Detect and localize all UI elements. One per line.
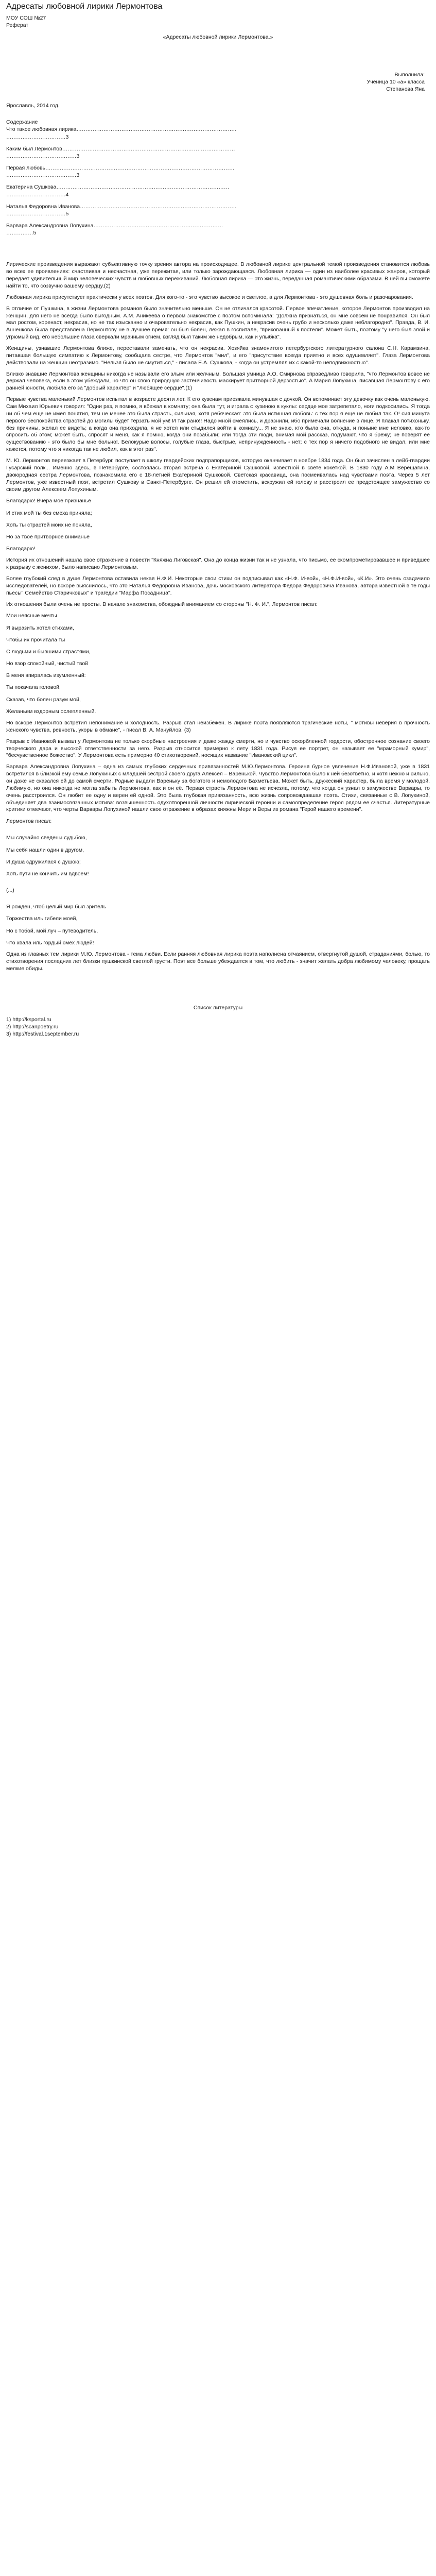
toc-item-page: ……………………………4 xyxy=(6,191,69,198)
paragraph: Первые чувства маленький Лермонтов испытал в возрасте десяти лет. К его кузенам приезжала минувшая с дочкой. Он вспоминает эту девочку как очень маленькую. Сам Михаил Юрьевич говорил: "Одни раз, я помню, я вбежал в комнату; она была тут, и играла с кузиною в куклы: сердце мое затрепетало, ноги подкосились. Я тогда ни об чем еще не имел понятия, тем не менее это была страсть, сильная, хотя ребяческая: это была истинная любовь: с тех пор я еще не любил так. О! сия минута первого беспокойства страстей до могилы будет терзать мой ум! И так рано!! Надо мной смеялись, и дразнили, ибо примечали волнение в лице. Я плакал потихоньку, без причины, желал ее видеть; а когда она приходила, я не хотел или стыдился войти в комнату... Я не знаю, кто была она, откуда, и поныне мне неловко, как-то спросить об этом; может быть, спросят и меня, как я помню, когда они позабыли; или тогда эти люди, внимая мой рассказ, подумают, что я брежу; не поверят ее существованию - это было бы мне больно!. Белокурые волосы, голубые глаза, быстрые, непринужденность - нет; с тех пор я ничего подобного не видал, или мне кажется, потому что я никогда так не любил, как в этот раз". xyxy=(6,396,430,453)
references-heading: Список литературы xyxy=(193,1004,243,1011)
paragraph: В отличие от Пушкина, в жизни Лермонтова романов было значительно меньше. Он не отличался красотой. Первое впечатление, которое Лермонтов производил на женщин, для него не всегда было выгодным. А.М. Аникеева о первом знакомстве с поэтом вспоминала: "Должна признаться, он мне совсем не понравился. Он был мал ростом, коренаст, некрасив, но не так изысканно и очаровательно некрасив, как Пушкин, а некрасив очень грубо и несколько даже неблагородно". Правда, В. И. Анненкова была представлена Лермонтову не в лучшее время: он был болен, лежал в госпитале, "прикованный к постели". Может быть, поэтому "у него был злой и угрюмый вид, его небольшие глаза сверкали мрачным огнем, взгляд был таким же недобрым, как и улыбка". xyxy=(6,305,430,341)
school-name: МОУ СОШ №27 xyxy=(6,15,46,21)
toc-item-page: ……………………………5 xyxy=(6,210,69,217)
poem-line: И душа сдружилася с душою; xyxy=(6,858,81,865)
paragraph: Их отношения были очень не просты. В начале знакомства, обоюдный вниманием со стороны "Н. Ф. И.", Лермонтов писал: xyxy=(6,601,318,607)
toc-item-page: ……………5 xyxy=(6,230,37,236)
ellipsis: (...) xyxy=(6,887,14,894)
toc-heading: Содержание xyxy=(6,119,38,126)
poem-block xyxy=(6,903,430,946)
poem-block xyxy=(6,834,430,877)
paragraph: Варвара Александровна Лопухина – одна из самых глубоких сердечных привязанностей М.Ю.Лермонтова. Героиня бурное увлечение Н.Ф.Ивановой, уже в 1831 встретился в близкой ему семье Лопухиных с младшей сестрой своего друга Алексея – Варенькой. Чувство Лермонтова было к ней безответно, и хотя нежно и сильно, он даже не сказался ей до самой смерти. Родные выдали Вареньку за богатого и немолодого Бахметьева. Может быть, дружеский характер, была время у молодой. Любимую, но она никогда не могла забыть Лермонтова, как и он её. Первая страсть Лермонтова не исчезла, потому, что когда он узнал о замужестве Варвары, то очень расстроился. Он любит ее одну и верен ей одной. Это была глубокая привязанность, всю жизнь сопровождавшая поэта. Стихи, связанные с В. Лопухиной, объединяет два взаимосвязанных мотива: возвышенность одухотворенной личности лирической героини и самоопределение героя рядом ее счастья. Литературные критики отмечают, что черты Варвары Лопухиной нашли свое отражение в образах княжны Мери и Веры из романа "Герой нашего времени". xyxy=(6,764,430,813)
subtitle: «Адресаты любовной лирики Лермонтова.» xyxy=(163,34,273,41)
poem-line: И стих мой ты без смеха приняла; xyxy=(6,510,92,516)
paragraph: Любовная лирика присутствует практически у всех поэтов. Для кого-то - это чувство высокое и светлое, а для Лермонтова - это душевная боль и разочарования. xyxy=(6,294,413,300)
references xyxy=(6,1005,430,1038)
poem-line: Я рожден, чтоб целый мир был зритель xyxy=(6,904,107,910)
reference-link[interactable]: 3) http://festival.1september.ru xyxy=(6,1030,79,1037)
article-body xyxy=(6,261,430,972)
reference-link[interactable]: 2) http://scanpoetry.ru xyxy=(6,1023,59,1030)
poem-line: Желаньем вздорным ослепленный. xyxy=(6,708,96,715)
poem-line: Ты покачала головой, xyxy=(6,684,61,691)
paragraph: Одна из главных тем лирики М.Ю. Лермонтова - тема любви. Если ранняя любовная лирика поэта наполнена отчаянием, отвергнутой душой, страданиями, болью, то стихотворения последних лет близки пушкинской светлой грусти. Поэт все больше убеждается в том, что любить - значит желать добра любимому человеку, прощать мелкие обиды. xyxy=(6,951,430,972)
toc-item-page: ……………………………3 xyxy=(6,133,69,140)
toc-item: Варвара Александровна Лопухина……………………………………………………………… xyxy=(6,223,223,229)
poem-line: Благодарю! xyxy=(6,546,36,552)
poem-line: Торжества иль гибели моей, xyxy=(6,916,78,922)
doc-type: Реферат xyxy=(6,22,29,29)
poem-line: Хоть ты страстей моих не поняла, xyxy=(6,521,92,528)
paragraph: М. Ю. Лермонтов переезжает в Петербург, поступает в школу гвардейских подпрапорщиков, которую оканчивает в ноябре 1834 года. Он был зачислен в лейб-гвардии Гусарский полк... Именно здесь, в Петербурге, состоялась вторая встреча с Екатериной Сушковой, известной в свете кокеткой. В 1830 году А.М Верещагина, двоюродная сестра Лермонтова, познакомила его с 18-летней Екатериной Сушковой. Светская красавица, она посмеивалась над чувствами поэта. Через 5 лет Лермонтов, уже известный поэт, встретил Сушкову в Санкт-Петербурге. Он решил ей отомстить, вскружил ей голову и расстроил ее предстоящее замужество со своим другом Алексеем Лопухиным. xyxy=(6,457,430,493)
poem-block xyxy=(6,510,430,553)
document-title: Адресаты любовной лирики Лермонтова xyxy=(6,2,163,11)
poem-line: Что хвала иль гордый смех людей! xyxy=(6,939,94,946)
poem-block xyxy=(6,612,430,715)
paragraph: Более глубокий след в душе Лермонтова оставила некая Н.Ф.И. Некоторые свои стихи он подписывал как «Н.Ф. И-вой», «Н.Ф.И-вой», «К.И». Это очень озадачило исследователей, но вскоре выяснилось, что это Наталья Федоровна Иванова, дочь московского литератора Федора Федоровича Иванова, автора известной в те годы пьесы" Семейство Старичковых" и трагедии "Марфа Посадница". xyxy=(6,575,430,596)
author-class: Ученица 10 «а» класса xyxy=(367,78,425,85)
toc-item: Екатерина Сушкова…………………………………………………………………………………… xyxy=(6,184,230,191)
paragraph: Лирические произведения выражают субъективную точку зрения автора на происходящее. В любовной лирике центральной темой произведения становится любовь во всех ее проявлениях: счастливая и несчастная, уже пережитая, или только зарождающаяся. Любовная лирика — один из наиболее красивых жанров, который передает удивительный мир человеческих чувств и любовных переживаний. Любовная лирика — это жизнь, переданная романтическими образами. В ней вы сможете найти то, что созвучно вашему сердцу.(2) xyxy=(6,261,430,290)
poem-line: Но взор спокойный, чистый твой xyxy=(6,660,89,667)
poem-line: С людьми и бывшими страстями, xyxy=(6,648,91,655)
city-year: Ярославль, 2014 год. xyxy=(6,103,60,109)
paragraph: Разрыв с Ивановой вызвал у Лермонтова не только скорбные настроения и даже жажду смерти, но и чувство оскорбленной гордости, обостренное сознание своего творческого дара и высокой ответственности за него. Разрыв относится примерно к лету 1831 года. Рисуя ее портрет, он называет ее "мраморный кумир", "бесчувственное божество". У Лермонтова есть примерно 40 стихотворений, носящих название "Ивановский цикл". xyxy=(6,738,430,759)
paragraph: Лермонтов писал: xyxy=(6,818,52,825)
toc-item: Что такое любовная лирика…………………………………………………………………………….. xyxy=(6,126,236,133)
toc-item: Первая любовь…………………………………………………………………………………………… xyxy=(6,165,235,172)
author-name: Степанова Яна xyxy=(386,86,425,92)
poem-line: Благодарю! Вчера мое признанье xyxy=(6,498,91,504)
poem-line: Чтобы их прочитала ты xyxy=(6,636,65,643)
poem-line: В меня впиралась изумленный: xyxy=(6,672,86,679)
table-of-contents xyxy=(6,118,430,236)
poem-line: Мои неясные мечты xyxy=(6,613,57,619)
toc-item: Каким был Лермонтов…………………………………………………………………………………… xyxy=(6,145,235,152)
paragraph: История их отношений нашла свое отражение в повести "Княжна Лиговская". Она до конца жизни так и не узнала, что письмо, ее скомпрометировавшее и приведшее к разрыву с женихом, было написано Лермонтовым. xyxy=(6,557,430,571)
poem-line: Сказав, что болен разум мой, xyxy=(6,696,81,703)
poem-line: Мы случайно сведены судьбою, xyxy=(6,835,87,841)
poem-line: Я выразить хотел стихами, xyxy=(6,624,74,631)
poem-line: Хоть пути не кончить им вдвоем! xyxy=(6,870,89,877)
toc-item: Наталья Федоровна Иванова…………………………………………………………………………… xyxy=(6,203,237,210)
poem-line: Но за твое притворное вниманье xyxy=(6,533,90,540)
paragraph: Близко знавшие Лермонтова женщины никогда не называли его злым или желчным. Большая умница А.О. Смирнова справедливо говорила, "что Лермонтов вовсе не держал человека, если в этом убеждали, но что он свою природную застенчивость маскирует притворной дерзостью". А Мария Лопухина, писавшая Лермонтову с его ранней юности, любила его за "добрый характер" и "любящее сердце".(1) xyxy=(6,370,430,392)
poem-line: Но с тобой, мой луч – путеводитель, xyxy=(6,927,98,934)
reference-link[interactable]: 1) http://ksportal.ru xyxy=(6,1016,51,1023)
toc-item-page: …………………………………3 xyxy=(6,172,80,179)
toc-item-page: …………………………………3 xyxy=(6,152,80,159)
paragraph: Но вскоре Лермонтов встретил непонимание и холодность. Разрыв стал неизбежен. В лирике поэта появляются трагические ноты, " мотивы неверия в прочность женского чувства, ревность, укоры в обмане", - писал В. А. Мануйлов. (3) xyxy=(6,719,430,733)
paragraph: Женщины, узнавшие Лермонтова ближе, переставали замечать, что он некрасив. Хозяйка знаменитого петербургского литературного салона С.Н. Карамзина, питавшая большую симпатию к Лермонтову, сообщала сестре, что Лермонтов "мил", и его "присутствие всегда приятно и всех одушевляет". Глаза Лермонтова действовали на женщин неотразимо. "Нельзя было не смутиться," - писала Е.А. Сушкова, - когда он устремлял их с какой-то неподвижностью". xyxy=(6,345,430,366)
author-label: Выполнила: xyxy=(394,71,425,78)
poem-line: Мы себя нашли один в другом, xyxy=(6,846,84,853)
